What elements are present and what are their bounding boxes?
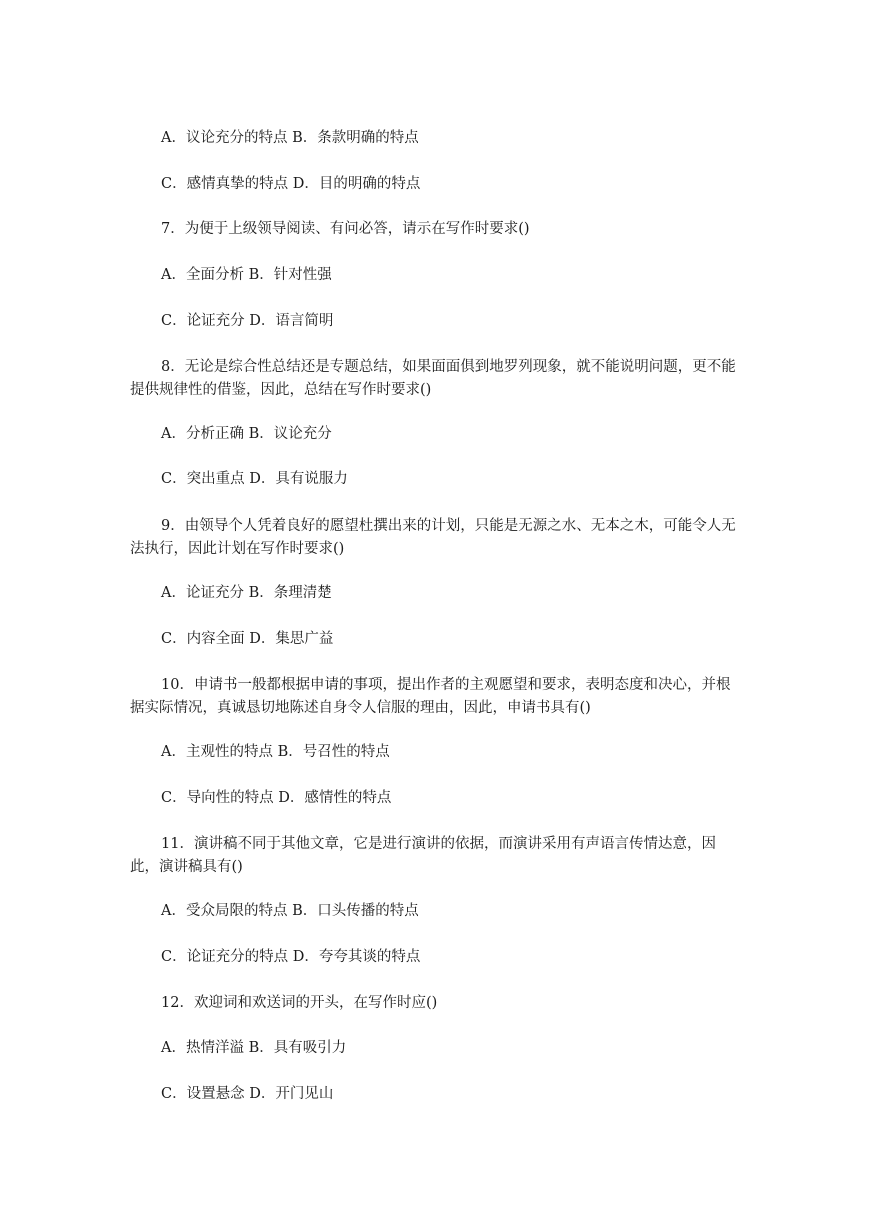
question-10: 10．申请书一般都根据申请的事项，提出作者的主观愿望和要求，表明态度和决心，并根据实际情况，真诚恳切地陈述自身令人信服的理由，因此，申请书具有() bbox=[130, 677, 731, 716]
question-11: 11．演讲稿不同于其他文章，它是进行演讲的依据，而演讲采用有声语言传情达意，因此，演讲稿具有() bbox=[130, 836, 716, 875]
question-7: 7．为便于上级领导阅读、有问必答，请示在写作时要求() bbox=[161, 221, 530, 237]
q11-options-ab: A．受众局限的特点 B．口头传播的特点 bbox=[161, 903, 419, 919]
q7-options-ab: A．全面分析 B．针对性强 bbox=[161, 267, 332, 283]
q9-options-cd: C．内容全面 D．集思广益 bbox=[161, 631, 334, 647]
q8-options-cd: C．突出重点 D．具有说服力 bbox=[161, 471, 348, 487]
q8-options-ab: A．分析正确 B．议论充分 bbox=[161, 426, 332, 442]
q12-options-ab: A．热情洋溢 B．具有吸引力 bbox=[161, 1040, 347, 1056]
q10-options-cd: C．导向性的特点 D．感情性的特点 bbox=[161, 790, 392, 806]
q7-options-cd: C．论证充分 D．语言简明 bbox=[161, 313, 334, 329]
question-9: 9．由领导个人凭着良好的愿望杜撰出来的计划，只能是无源之水、无本之木，可能令人无法执行，因此计划在写作时要求() bbox=[130, 518, 736, 557]
question-12: 12．欢迎词和欢送词的开头，在写作时应() bbox=[161, 995, 438, 1011]
q12-options-cd: C．设置悬念 D．开门见山 bbox=[161, 1086, 334, 1102]
q11-options-cd: C．论证充分的特点 D．夸夸其谈的特点 bbox=[161, 949, 421, 965]
q6-options-ab: A．议论充分的特点 B．条款明确的特点 bbox=[161, 130, 419, 146]
q10-options-ab: A．主观性的特点 B．号召性的特点 bbox=[161, 744, 390, 760]
question-8: 8．无论是综合性总结还是专题总结，如果面面俱到地罗列现象，就不能说明问题，更不能提供规律性的借鉴，因此，总结在写作时要求() bbox=[130, 359, 736, 398]
q6-options-cd: C．感情真挚的特点 D．目的明确的特点 bbox=[161, 176, 421, 192]
q9-options-ab: A．论证充分 B．条理清楚 bbox=[161, 585, 332, 601]
